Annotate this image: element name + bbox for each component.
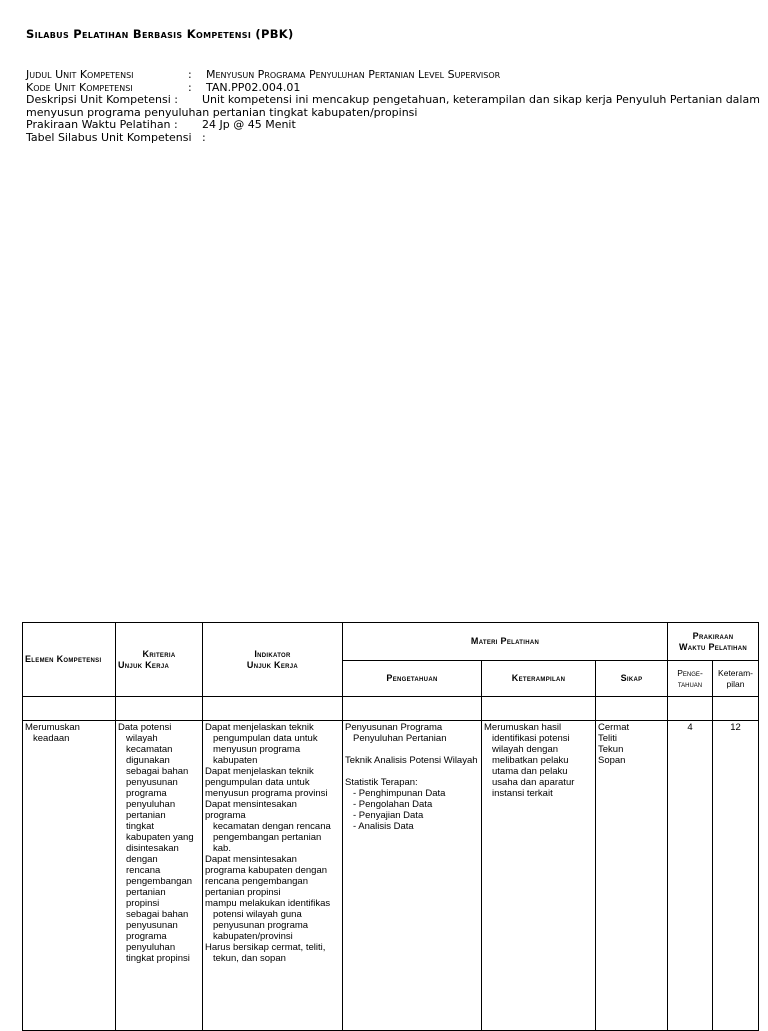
header-keterampilan: Keterampilan xyxy=(482,661,596,697)
judul-label: Judul Unit Kompetensi xyxy=(26,68,134,81)
indikator-line: potensi wilayah guna xyxy=(213,909,302,920)
header-indikator xyxy=(203,623,343,697)
cell-kriteria xyxy=(116,721,203,1031)
deskripsi-value-line2: menyusun programa penyuluhan pertanian tingkat kabupaten/propinsi xyxy=(26,105,418,119)
kode-value: TAN.PP02.004.01 xyxy=(206,80,301,94)
kriteria-line: Data potensi xyxy=(118,722,172,733)
kode-label: Kode Unit Kompetensi xyxy=(26,80,133,94)
header-prakiraan-line1: Prakiraan xyxy=(692,630,734,641)
header-kriteria-line2: Unjuk Kerja xyxy=(118,659,170,670)
pengetahuan-line: Teknik Analisis Potensi Wilayah xyxy=(345,755,478,766)
cell-elemen xyxy=(23,721,116,1031)
kriteria-line: pertanian xyxy=(126,810,166,821)
header-jp-keterampilan xyxy=(713,661,759,697)
kriteria-line: penyusunan xyxy=(126,777,178,788)
cell-keterampilan xyxy=(482,721,596,1031)
indikator-line: kabupaten/provinsi xyxy=(213,931,293,942)
spacer-cell xyxy=(343,697,482,721)
cell-jp-keterampilan: 12 xyxy=(713,721,759,1031)
syllabus-table xyxy=(22,622,759,1031)
header-row-1 xyxy=(23,623,759,661)
kriteria-line: penyuluhan xyxy=(126,942,176,953)
kriteria-line: kabupaten yang xyxy=(126,832,194,843)
indikator-line: mampu melakukan identifikas xyxy=(205,898,331,909)
kode-colon: : xyxy=(188,80,192,94)
cell-pengetahuan xyxy=(343,721,482,1031)
spacer-cell xyxy=(116,697,203,721)
pengetahuan-line: - Analisis Data xyxy=(353,821,414,832)
kriteria-line: tingkat propinsi xyxy=(126,953,190,964)
header-pengetahuan: Pengetahuan xyxy=(343,661,482,697)
spacer-cell xyxy=(203,697,343,721)
keterampilan-line: instansi terkait xyxy=(492,788,553,799)
pengetahuan-line: Penyusunan Programa xyxy=(345,722,443,733)
kriteria-line: rencana xyxy=(126,865,161,876)
waktu-label: Prakiraan Waktu Pelatihan : xyxy=(26,118,178,131)
indikator-line: Dapat mensintesakan xyxy=(205,854,297,865)
header-sikap: Sikap xyxy=(596,661,668,697)
header-jp-pengetahuan xyxy=(668,661,713,697)
spacer-cell xyxy=(596,697,668,721)
kriteria-line: kecamatan xyxy=(126,744,173,755)
tabel-label: Tabel Silabus Unit Kompetensi xyxy=(26,130,192,144)
spacer-cell xyxy=(482,697,596,721)
header-indikator-line2: Unjuk Kerja xyxy=(246,659,299,670)
indikator-line: tekun, dan sopan xyxy=(213,953,286,964)
header-materi: Materi Pelatihan xyxy=(343,623,668,661)
cell-indikator xyxy=(203,721,343,1031)
judul-colon: : xyxy=(188,68,192,81)
spacer-row xyxy=(23,697,759,721)
kriteria-line: sebagai bahan xyxy=(126,766,189,777)
sikap-line: Cermat xyxy=(598,722,630,733)
header-kriteria-line1: Kriteria xyxy=(142,648,176,659)
elemen-line: Merumuskan xyxy=(25,722,80,733)
indikator-line: pengumpulan data untuk xyxy=(205,777,310,788)
waktu-value: 24 Jp @ 45 Menit xyxy=(202,118,296,131)
header-prakiraan xyxy=(668,623,759,661)
kriteria-line: programa xyxy=(126,788,167,799)
kriteria-line: sebagai bahan xyxy=(126,909,189,920)
cell-sikap xyxy=(596,721,668,1031)
sikap-line: Teliti xyxy=(598,733,618,744)
kriteria-line: propinsi xyxy=(126,898,160,909)
header-elemen: Elemen Kompetensi xyxy=(23,623,116,697)
deskripsi-label: Deskripsi Unit Kompetensi : xyxy=(26,93,178,106)
indikator-line: Harus bersikap cermat, teliti, xyxy=(205,942,326,953)
kriteria-line: digunakan xyxy=(126,755,170,766)
pengetahuan-line: - Penyajian Data xyxy=(353,810,424,821)
judul-row xyxy=(26,69,746,82)
pengetahuan-line: - Pengolahan Data xyxy=(353,799,433,810)
page-title: Silabus Pelatihan Berbasis Kompetensi (PBK) xyxy=(26,27,294,41)
pengetahuan-line: Statistik Terapan: xyxy=(345,777,418,788)
keterampilan-line: identifikasi potensi xyxy=(492,733,570,744)
indikator-line: kabupaten xyxy=(213,755,258,766)
indikator-line: programa kabupaten dengan xyxy=(205,865,328,876)
header-prakiraan-line2: Waktu Pelatihan xyxy=(679,641,748,652)
elemen-line: keadaan xyxy=(33,733,70,744)
header-indikator-line1: Indikator xyxy=(254,648,291,659)
indikator-line: pertanian propinsi xyxy=(205,887,281,898)
tabel-colon: : xyxy=(202,130,206,144)
spacer-cell xyxy=(23,697,116,721)
kriteria-line: wilayah xyxy=(126,733,158,744)
keterampilan-line: Merumuskan hasil xyxy=(484,722,562,733)
header-kriteria xyxy=(116,623,203,697)
kriteria-line: pengembangan xyxy=(126,876,193,887)
indikator-line: menyusun programa provinsi xyxy=(205,788,328,799)
indikator-line: kab. xyxy=(213,843,231,854)
keterampilan-line: usaha dan aparatur xyxy=(492,777,575,788)
indikator-line: menyusun programa xyxy=(213,744,301,755)
kriteria-line: penyusunan xyxy=(126,920,178,931)
kriteria-line: pertanian xyxy=(126,887,166,898)
judul-value: Menyusun Programa Penyuluhan Pertanian Level Supervisor xyxy=(206,68,501,81)
pengetahuan-line: Penyuluhan Pertanian xyxy=(353,733,447,744)
header-keteram-line2: pilan xyxy=(726,678,745,689)
header-penge-line2: tahuan xyxy=(677,678,703,689)
indikator-line: kecamatan dengan rencana xyxy=(213,821,331,832)
indikator-line: pengembangan pertanian xyxy=(213,832,322,843)
header-penge-line1: Penge- xyxy=(677,667,703,678)
pengetahuan-line xyxy=(345,766,479,777)
keterampilan-line: wilayah dengan xyxy=(492,744,559,755)
indikator-line: Dapat menjelaskan teknik xyxy=(205,722,314,733)
unit-info xyxy=(26,68,760,144)
header-keteram-line1: Keteram- xyxy=(718,667,754,678)
spacer-cell xyxy=(668,697,713,721)
keterampilan-line: utama dan pelaku xyxy=(492,766,568,777)
pengetahuan-line xyxy=(345,744,479,755)
kriteria-line: penyuluhan xyxy=(126,799,176,810)
indikator-line: pengumpulan data untuk xyxy=(213,733,318,744)
kriteria-line: tingkat xyxy=(126,821,154,832)
tabel-row xyxy=(26,132,746,145)
indikator-line: Dapat menjelaskan teknik xyxy=(205,766,314,777)
sikap-line: Tekun xyxy=(598,744,624,755)
indikator-line: rencana pengembangan xyxy=(205,876,309,887)
sikap-line: Sopan xyxy=(598,755,626,766)
deskripsi-value-line1: Unit kompetensi ini mencakup pengetahuan, keterampilan dan sikap kerja Penyuluh Pertanian dalam xyxy=(202,93,760,106)
keterampilan-line: melibatkan pelaku xyxy=(492,755,569,766)
kriteria-line: disintesakan xyxy=(126,843,179,854)
kriteria-line: dengan xyxy=(126,854,158,865)
pengetahuan-line: - Penghimpunan Data xyxy=(353,788,446,799)
spacer-cell xyxy=(713,697,759,721)
indikator-line: Dapat mensintesakan programa xyxy=(205,799,297,821)
indikator-line: penyusunan programa xyxy=(213,920,309,931)
kriteria-line: programa xyxy=(126,931,167,942)
cell-jp-pengetahuan: 4 xyxy=(668,721,713,1031)
table-row xyxy=(23,721,759,1031)
